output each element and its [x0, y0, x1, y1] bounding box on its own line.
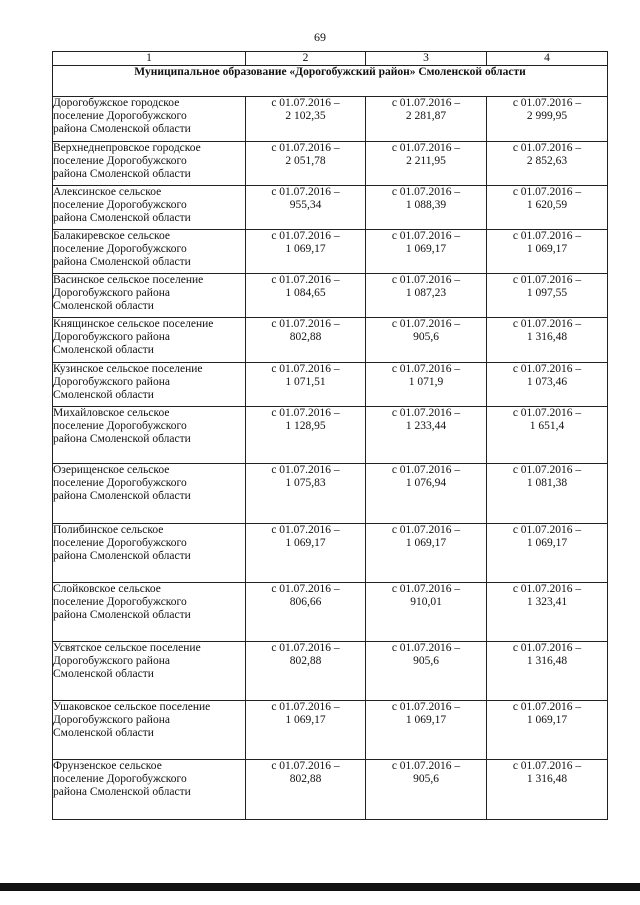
value-col3 [366, 642, 487, 701]
value-col3 [366, 363, 487, 407]
value-col2 [246, 701, 366, 760]
value-col2 [246, 407, 366, 464]
value-col2-line: 1 069,17 [285, 243, 326, 255]
value-col3-line: 905,6 [413, 655, 439, 667]
value-col2-line: с 01.07.2016 – [271, 230, 340, 242]
settlement-name-line: Дорогобужского района [53, 287, 170, 299]
settlement-name-line: Ушаковское сельское поселение [53, 701, 211, 713]
value-col2-line: с 01.07.2016 – [271, 142, 340, 154]
table-row [53, 407, 608, 464]
settlement-name-line: района Смоленской области [53, 550, 191, 562]
value-col3-line: 910,01 [410, 596, 442, 608]
value-col4 [487, 363, 608, 407]
value-col2 [246, 230, 366, 274]
value-col3 [366, 97, 487, 142]
value-col4-line: 1 097,55 [526, 287, 568, 299]
table-row [53, 318, 608, 363]
settlement-name-line: Дорогобужского района [53, 376, 170, 388]
value-col4-line: с 01.07.2016 – [512, 186, 582, 198]
value-col2-line: 802,88 [289, 655, 322, 667]
settlement-name-line: района Смоленской области [53, 168, 191, 180]
settlement-name-line: Верхнеднепровское городское [53, 142, 201, 154]
value-col2-line: с 01.07.2016 – [271, 318, 340, 330]
value-col3 [366, 274, 487, 318]
settlement-name [53, 464, 246, 524]
value-col3-line: с 01.07.2016 – [391, 142, 461, 154]
value-col4-line: 1 069,17 [526, 243, 568, 255]
value-col4-line: с 01.07.2016 – [512, 97, 582, 109]
value-col4-line: с 01.07.2016 – [512, 230, 582, 242]
settlement-name-line: Михайловское сельское [53, 407, 170, 419]
settlement-name [53, 186, 246, 230]
value-col3 [366, 760, 487, 820]
table-row [53, 760, 608, 820]
settlement-name [53, 142, 246, 186]
value-col4-line: 1 069,17 [526, 537, 568, 549]
value-col2 [246, 186, 366, 230]
value-col2 [246, 583, 366, 642]
bottom-bar [0, 883, 640, 891]
settlement-name-line: района Смоленской области [53, 123, 191, 135]
table-row [53, 701, 608, 760]
value-col3-line: 2 281,87 [405, 110, 447, 122]
settlement-name-line: Смоленской области [53, 668, 154, 680]
value-col4-line: с 01.07.2016 – [512, 464, 582, 476]
settlement-name-line: Усвятское сельское поселение [53, 642, 201, 654]
settlement-name [53, 524, 246, 583]
settlement-name [53, 230, 246, 274]
value-col2-line: 1 069,17 [285, 537, 326, 549]
settlement-name-line: Дорогобужского района [53, 714, 170, 726]
value-col4-line: 1 081,38 [526, 477, 568, 489]
value-col3-line: 1 069,17 [405, 537, 447, 549]
value-col3-line: с 01.07.2016 – [391, 524, 461, 536]
value-col4-line: 1 651,4 [529, 420, 565, 432]
value-col4-line: 1 073,46 [526, 376, 568, 388]
value-col3-line: 2 211,95 [406, 155, 446, 167]
value-col2 [246, 464, 366, 524]
table-row [53, 363, 608, 407]
value-col2-line: 955,34 [289, 199, 322, 211]
value-col4-line: 1 069,17 [526, 714, 568, 726]
settlement-name-line: района Смоленской области [53, 786, 191, 798]
value-col4 [487, 407, 608, 464]
value-col3-line: 1 233,44 [405, 420, 447, 432]
value-col4 [487, 142, 608, 186]
value-col2-line: 1 084,65 [285, 287, 326, 299]
value-col3-line: с 01.07.2016 – [391, 464, 461, 476]
settlement-name [53, 407, 246, 464]
settlement-name [53, 318, 246, 363]
value-col2-line: с 01.07.2016 – [271, 363, 340, 375]
settlement-name-line: Слойковское сельское [53, 583, 161, 595]
column-header-2: 2 [246, 52, 366, 66]
value-col4-line: с 01.07.2016 – [512, 142, 582, 154]
value-col4-line: с 01.07.2016 – [512, 363, 582, 375]
value-col4 [487, 186, 608, 230]
settlement-name-line: района Смоленской области [53, 212, 191, 224]
value-col2-line: 802,88 [289, 773, 322, 785]
settlement-name [53, 583, 246, 642]
value-col3-line: с 01.07.2016 – [391, 363, 461, 375]
value-col3-line: 905,6 [413, 773, 439, 785]
value-col4 [487, 583, 608, 642]
settlement-name [53, 642, 246, 701]
tariff-table [52, 51, 608, 820]
table-row [53, 642, 608, 701]
settlement-name-line: поселение Дорогобужского [53, 110, 187, 122]
value-col3-line: с 01.07.2016 – [391, 186, 461, 198]
value-col4-line: 2 999,95 [526, 110, 568, 122]
settlement-name-line: Дорогобужское городское [53, 97, 180, 109]
value-col3-line: 1 069,17 [405, 243, 447, 255]
value-col4-line: с 01.07.2016 – [512, 642, 582, 654]
table-row [53, 583, 608, 642]
page-number: 69 [314, 30, 326, 44]
value-col4-line: с 01.07.2016 – [512, 274, 582, 286]
settlement-name-line: Смоленской области [53, 344, 154, 356]
value-col4-line: с 01.07.2016 – [512, 583, 582, 595]
table-row [53, 97, 608, 142]
column-header-3: 3 [366, 52, 487, 66]
value-col2-line: с 01.07.2016 – [271, 274, 340, 286]
value-col2 [246, 97, 366, 142]
value-col3 [366, 230, 487, 274]
value-col4 [487, 760, 608, 820]
settlement-name-line: Княщинское сельское поселение [53, 318, 214, 330]
value-col3-line: с 01.07.2016 – [391, 274, 461, 286]
header-row [53, 52, 608, 66]
value-col3 [366, 142, 487, 186]
value-col4 [487, 97, 608, 142]
value-col3-line: 1 069,17 [405, 714, 447, 726]
value-col3-line: с 01.07.2016 – [391, 701, 461, 713]
settlement-name-line: Алексинское сельское [53, 186, 162, 198]
value-col4 [487, 642, 608, 701]
value-col2-line: с 01.07.2016 – [271, 464, 340, 476]
value-col2-line: с 01.07.2016 – [271, 97, 340, 109]
value-col4 [487, 701, 608, 760]
table-row [53, 142, 608, 186]
value-col3-line: 1 076,94 [405, 477, 447, 489]
settlement-name-line: поселение Дорогобужского [53, 243, 187, 255]
value-col4-line: с 01.07.2016 – [512, 760, 582, 772]
settlement-name-line: Смоленской области [53, 727, 154, 739]
value-col4-line: с 01.07.2016 – [512, 524, 582, 536]
value-col3 [366, 318, 487, 363]
value-col3 [366, 583, 487, 642]
value-col2-line: с 01.07.2016 – [271, 760, 340, 772]
value-col2 [246, 760, 366, 820]
settlement-name-line: Балакиревское сельское [53, 230, 171, 242]
table-row [53, 186, 608, 230]
settlement-name-line: поселение Дорогобужского [53, 155, 187, 167]
value-col3-line: с 01.07.2016 – [391, 760, 461, 772]
section-row [53, 66, 608, 97]
value-col3-line: с 01.07.2016 – [391, 583, 461, 595]
value-col4 [487, 524, 608, 583]
value-col4-line: 2 852,63 [526, 155, 568, 167]
settlement-name-line: Дорогобужского района [53, 655, 170, 667]
value-col2-line: с 01.07.2016 – [271, 407, 340, 419]
value-col4 [487, 274, 608, 318]
value-col4 [487, 318, 608, 363]
value-col2-line: с 01.07.2016 – [271, 186, 340, 198]
table-row [53, 524, 608, 583]
settlement-name-line: района Смоленской области [53, 433, 191, 445]
value-col2-line: 2 051,78 [285, 155, 326, 167]
value-col3-line: с 01.07.2016 – [391, 230, 461, 242]
value-col4-line: 1 620,59 [526, 199, 568, 211]
column-header-4: 4 [487, 52, 608, 66]
value-col2 [246, 318, 366, 363]
settlement-name [53, 97, 246, 142]
value-col2-line: 806,66 [289, 596, 322, 608]
value-col2-line: с 01.07.2016 – [271, 642, 340, 654]
table-row [53, 464, 608, 524]
column-header-1: 1 [53, 52, 246, 66]
value-col2-line: 2 102,35 [285, 110, 326, 122]
value-col2-line: с 01.07.2016 – [271, 701, 340, 713]
value-col4-line: с 01.07.2016 – [512, 407, 582, 419]
value-col2-line: 1 075,83 [285, 477, 326, 489]
settlement-name-line: поселение Дорогобужского [53, 773, 187, 785]
settlement-name-line: Фрунзенское сельское [53, 760, 162, 772]
settlement-name-line: поселение Дорогобужского [53, 199, 187, 211]
settlement-name-line: поселение Дорогобужского [53, 420, 187, 432]
settlement-name [53, 363, 246, 407]
settlement-name-line: поселение Дорогобужского [53, 596, 187, 608]
value-col2-line: 802,88 [289, 331, 322, 343]
settlement-name-line: Дорогобужского района [53, 331, 170, 343]
settlement-name-line: Кузинское сельское поселение [53, 363, 203, 375]
value-col2 [246, 642, 366, 701]
value-col3-line: с 01.07.2016 – [391, 642, 461, 654]
value-col4-line: с 01.07.2016 – [512, 318, 582, 330]
value-col2-line: 1 128,95 [285, 420, 326, 432]
value-col3 [366, 407, 487, 464]
value-col3-line: 905,6 [413, 331, 439, 343]
value-col3-line: 1 071,9 [408, 376, 444, 388]
value-col4-line: 1 323,41 [526, 596, 568, 608]
value-col2 [246, 363, 366, 407]
settlement-name [53, 701, 246, 760]
value-col2-line: с 01.07.2016 – [271, 583, 340, 595]
value-col3-line: 1 087,23 [405, 287, 447, 299]
value-col3 [366, 524, 487, 583]
value-col3 [366, 464, 487, 524]
settlement-name-line: района Смоленской области [53, 490, 191, 502]
settlement-name-line: Смоленской области [53, 300, 154, 312]
value-col4-line: 1 316,48 [526, 331, 568, 343]
value-col2 [246, 524, 366, 583]
value-col4-line: с 01.07.2016 – [512, 701, 582, 713]
value-col2 [246, 142, 366, 186]
settlement-name-line: поселение Дорогобужского [53, 477, 187, 489]
settlement-name-line: поселение Дорогобужского [53, 537, 187, 549]
section-title: Муниципальное образование «Дорогобужский район» Смоленской области [53, 66, 608, 97]
settlement-name-line: района Смоленской области [53, 609, 191, 621]
value-col4 [487, 230, 608, 274]
value-col3-line: с 01.07.2016 – [391, 97, 461, 109]
settlement-name [53, 760, 246, 820]
value-col3 [366, 186, 487, 230]
value-col2-line: с 01.07.2016 – [271, 524, 340, 536]
value-col4-line: 1 316,48 [526, 773, 568, 785]
settlement-name-line: Полибинское сельское [53, 524, 164, 536]
value-col2-line: 1 069,17 [285, 714, 326, 726]
settlement-name-line: Озерищенское сельское [53, 464, 170, 476]
value-col4-line: 1 316,48 [526, 655, 568, 667]
settlement-name [53, 274, 246, 318]
settlement-name-line: Смоленской области [53, 389, 154, 401]
settlement-name-line: Васинское сельское поселение [53, 274, 204, 286]
value-col4 [487, 464, 608, 524]
value-col3-line: с 01.07.2016 – [391, 407, 461, 419]
value-col3-line: с 01.07.2016 – [391, 318, 461, 330]
value-col3-line: 1 088,39 [405, 199, 447, 211]
table-row [53, 230, 608, 274]
value-col3 [366, 701, 487, 760]
value-col2 [246, 274, 366, 318]
table-row [53, 274, 608, 318]
value-col2-line: 1 071,51 [285, 376, 326, 388]
settlement-name-line: района Смоленской области [53, 256, 191, 268]
